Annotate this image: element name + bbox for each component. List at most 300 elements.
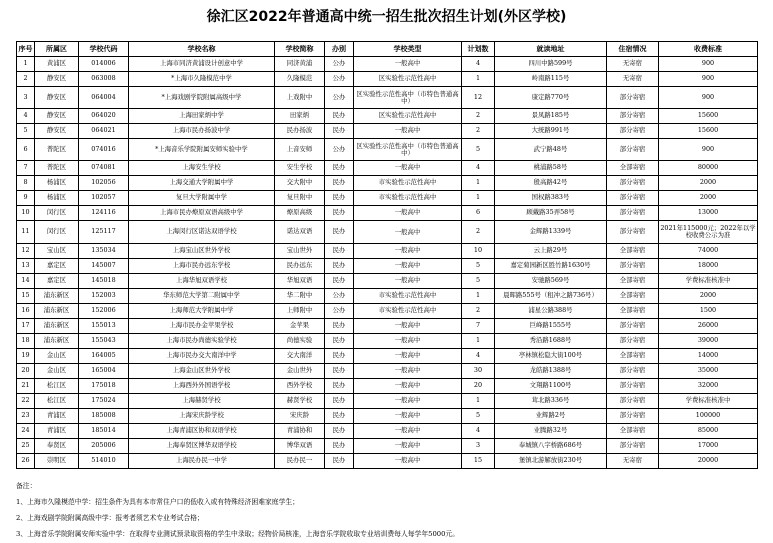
cell-school-code: 064020 [79,109,129,124]
cell-address: 安驰路569号 [495,274,607,289]
cell-school-type: 一般高中 [354,57,462,72]
cell-school-code: 074016 [79,139,129,161]
cell-index: 4 [17,109,35,124]
cell-school-code: 014006 [79,57,129,72]
cell-address: 国权路383号 [495,191,607,206]
cell-district: 杨浦区 [35,191,79,206]
cell-school-name: 上海师范大学附属中学 [129,304,275,319]
cell-fee: 35000 [659,364,758,379]
table-row [17,124,758,139]
cell-ownership: 公办 [325,72,354,87]
cell-district: 静安区 [35,124,79,139]
cell-address: 四川中路599号 [495,57,607,72]
cell-short-name: 金山世外 [275,364,325,379]
cell-school-name: 上海市民办金苹果学校 [129,319,275,334]
cell-fee: 900 [659,57,758,72]
cell-fee: 学费标准核准中 [659,394,758,409]
cell-fee: 900 [659,139,758,161]
cell-short-name: 尚德实验 [275,334,325,349]
cell-district: 浦东新区 [35,289,79,304]
cell-school-type: 市实验性示范性高中 [354,289,462,304]
header-boarding: 住宿情况 [607,42,659,57]
cell-index: 18 [17,334,35,349]
cell-index: 26 [17,454,35,469]
table-row [17,57,758,72]
cell-address: 浦星公路388号 [495,304,607,319]
cell-district: 金山区 [35,349,79,364]
cell-plan-count: 2 [462,124,495,139]
cell-fee: 39000 [659,334,758,349]
cell-school-code: 064021 [79,124,129,139]
cell-fee: 80000 [659,161,758,176]
header-index: 序号 [17,42,35,57]
cell-school-name: *上海音乐学院附属安师实验中学 [129,139,275,161]
cell-fee: 2000 [659,191,758,206]
cell-school-code: 102056 [79,176,129,191]
cell-address: 巨峰路1555号 [495,319,607,334]
cell-plan-count: 2 [462,304,495,319]
cell-district: 浦东新区 [35,319,79,334]
cell-short-name: 交大南洋 [275,349,325,364]
cell-short-name: 燎原高级 [275,206,325,221]
cell-school-type: 区实验性示范性高中 [354,109,462,124]
cell-fee: 2000 [659,176,758,191]
cell-district: 嘉定区 [35,259,79,274]
cell-school-name: 上海青浦区协和双语学校 [129,424,275,439]
cell-ownership: 公办 [325,57,354,72]
cell-district: 闵行区 [35,221,79,244]
notes-section [16,478,761,542]
cell-ownership: 民办 [325,244,354,259]
cell-district: 青浦区 [35,424,79,439]
table-row [17,176,758,191]
cell-short-name: 青浦协和 [275,424,325,439]
table-row [17,409,758,424]
cell-fee: 74000 [659,244,758,259]
cell-school-code: 155043 [79,334,129,349]
cell-index: 1 [17,57,35,72]
cell-plan-count: 10 [462,244,495,259]
cell-short-name: 上师附中 [275,304,325,319]
cell-boarding: 部分寄宿 [607,259,659,274]
note-item: 1、上海市久隆模范中学：招生条件为具有本市常住户口的低收入或有特殊经济困难家庭学生； [16,498,299,506]
cell-school-name: 上海闵行区诺达双语学校 [129,221,275,244]
cell-school-type: 一般高中 [354,334,462,349]
cell-district: 奉贤区 [35,439,79,454]
header-address: 就读地址 [495,42,607,57]
table-row [17,319,758,334]
cell-short-name: 华旭双语 [275,274,325,289]
cell-district: 宝山区 [35,244,79,259]
table-row [17,221,758,244]
cell-address: 康定路770号 [495,87,607,109]
cell-boarding: 全部寄宿 [607,274,659,289]
cell-index: 11 [17,221,35,244]
cell-plan-count: 1 [462,72,495,87]
cell-school-name: 上海华旭双语学校 [129,274,275,289]
cell-fee: 85000 [659,424,758,439]
table-row [17,244,758,259]
header-school-type: 学校类型 [354,42,462,57]
cell-school-code: 185008 [79,409,129,424]
header-short-name: 学校简称 [275,42,325,57]
table-row [17,349,758,364]
cell-plan-count: 5 [462,274,495,289]
cell-short-name: 交大附中 [275,176,325,191]
cell-school-type: 一般高中 [354,349,462,364]
cell-school-name: 上海金山区世外学校 [129,364,275,379]
cell-school-type: 市实验性示范性高中 [354,191,462,206]
cell-school-name: 上海市民办尚德实验学校 [129,334,275,349]
cell-index: 14 [17,274,35,289]
cell-district: 静安区 [35,109,79,124]
cell-ownership: 民办 [325,439,354,454]
cell-district: 松江区 [35,394,79,409]
cell-boarding: 部分寄宿 [607,379,659,394]
table-row [17,394,758,409]
table-header-row [17,42,758,57]
cell-fee: 18000 [659,259,758,274]
cell-school-type: 一般高中 [354,244,462,259]
cell-index: 15 [17,289,35,304]
cell-ownership: 民办 [325,334,354,349]
cell-plan-count: 5 [462,139,495,161]
cell-boarding: 部分寄宿 [607,109,659,124]
cell-boarding: 全部寄宿 [607,304,659,319]
cell-fee: 900 [659,87,758,109]
cell-boarding: 无寄宿 [607,72,659,87]
cell-short-name: 田家炳 [275,109,325,124]
cell-school-type: 一般高中 [354,161,462,176]
cell-boarding: 部分寄宿 [607,319,659,334]
cell-plan-count: 4 [462,57,495,72]
cell-plan-count: 3 [462,439,495,454]
cell-school-name: 上海民办民一中学 [129,454,275,469]
cell-ownership: 公办 [325,289,354,304]
cell-address: 金辉路1339号 [495,221,607,244]
cell-school-name: 上海宝山区世外学校 [129,244,275,259]
table-row [17,454,758,469]
cell-school-name: 上海市民办扬波中学 [129,124,275,139]
cell-ownership: 民办 [325,259,354,274]
cell-index: 25 [17,439,35,454]
cell-plan-count: 1 [462,176,495,191]
cell-district: 静安区 [35,87,79,109]
cell-school-name: 上海安生学校 [129,161,275,176]
cell-ownership: 民办 [325,206,354,221]
cell-plan-count: 7 [462,319,495,334]
cell-school-code: 074081 [79,161,129,176]
cell-plan-count: 5 [462,259,495,274]
cell-plan-count: 4 [462,161,495,176]
cell-short-name: 安生学校 [275,161,325,176]
table-row [17,72,758,87]
cell-district: 松江区 [35,379,79,394]
cell-ownership: 民办 [325,379,354,394]
cell-school-code: 514010 [79,454,129,469]
cell-school-code: 124116 [79,206,129,221]
cell-fee: 学费标准核准中 [659,274,758,289]
cell-ownership: 民办 [325,161,354,176]
cell-boarding: 部分寄宿 [607,206,659,221]
cell-address: 茸北路336号 [495,394,607,409]
cell-address: 堡镇北游解放街230号 [495,454,607,469]
cell-district: 崇明区 [35,454,79,469]
cell-fee: 14000 [659,349,758,364]
cell-ownership: 民办 [325,454,354,469]
cell-school-type: 一般高中 [354,319,462,334]
cell-school-name: 上海西外外国语学校 [129,379,275,394]
cell-address: 龙皓路1388号 [495,364,607,379]
cell-index: 16 [17,304,35,319]
cell-address: 武宁路48号 [495,139,607,161]
header-district: 所属区 [35,42,79,57]
note-item: 2、上海戏剧学院附属高级中学：报考者须艺术专业考试合格； [16,514,204,522]
cell-school-name: 上海奉贤区博华双语学校 [129,439,275,454]
cell-short-name: 宋庆龄 [275,409,325,424]
cell-short-name: 同济黄浦 [275,57,325,72]
table-row [17,334,758,349]
cell-school-name: 上海交通大学附属中学 [129,176,275,191]
cell-school-name: *上海市久隆模范中学 [129,72,275,87]
table-row [17,379,758,394]
header-plan-count: 计划数 [462,42,495,57]
cell-district: 浦东新区 [35,304,79,319]
cell-ownership: 公办 [325,139,354,161]
cell-plan-count: 4 [462,424,495,439]
cell-school-code: 165004 [79,364,129,379]
cell-plan-count: 30 [462,364,495,379]
header-school-name: 学校名称 [129,42,275,57]
cell-short-name: 民办民一 [275,454,325,469]
cell-fee: 2021年115000元；2022年以学校收费公示为准 [659,221,758,244]
cell-ownership: 民办 [325,191,354,206]
cell-boarding: 无寄宿 [607,57,659,72]
cell-school-type: 一般高中 [354,409,462,424]
cell-index: 22 [17,394,35,409]
cell-school-code: 152006 [79,304,129,319]
cell-ownership: 民办 [325,349,354,364]
cell-index: 17 [17,319,35,334]
cell-address: 嘉定菊园新区胜竹路1630号 [495,259,607,274]
cell-index: 3 [17,87,35,109]
table-row [17,274,758,289]
cell-district: 金山区 [35,364,79,379]
cell-ownership: 民办 [325,109,354,124]
cell-plan-count: 1 [462,191,495,206]
cell-school-name: 上海赫贤学校 [129,394,275,409]
cell-boarding: 无寄宿 [607,454,659,469]
cell-short-name: 博华双语 [275,439,325,454]
cell-school-code: 164005 [79,349,129,364]
table-row [17,364,758,379]
cell-fee: 26000 [659,319,758,334]
cell-school-type: 一般高中 [354,364,462,379]
cell-address: 殷高路42号 [495,176,607,191]
cell-school-code: 102057 [79,191,129,206]
table-row [17,161,758,176]
cell-boarding: 部分寄宿 [607,87,659,109]
cell-fee: 17000 [659,439,758,454]
cell-index: 23 [17,409,35,424]
cell-district: 普陀区 [35,139,79,161]
cell-address: 秀沿路1688号 [495,334,607,349]
cell-address: 业腾路32号 [495,424,607,439]
cell-district: 青浦区 [35,409,79,424]
cell-boarding: 部分寄宿 [607,124,659,139]
cell-ownership: 民办 [325,424,354,439]
cell-district: 黄浦区 [35,57,79,72]
cell-school-name: 上海市民办交大南洋中学 [129,349,275,364]
cell-school-code: 152003 [79,289,129,304]
cell-boarding: 全部寄宿 [607,244,659,259]
cell-school-type: 一般高中 [354,454,462,469]
cell-plan-count: 12 [462,87,495,109]
cell-school-type: 区实验性示范性高中（市特色普通高中） [354,139,462,161]
cell-school-name: 上海市民办燎原双语高级中学 [129,206,275,221]
cell-plan-count: 5 [462,409,495,424]
cell-boarding: 全部寄宿 [607,424,659,439]
cell-school-type: 一般高中 [354,424,462,439]
cell-school-name: *上海戏剧学院附属高级中学 [129,87,275,109]
cell-fee: 2000 [659,289,758,304]
cell-school-code: 063008 [79,72,129,87]
cell-boarding: 部分寄宿 [607,439,659,454]
cell-index: 8 [17,176,35,191]
document-title: 徐汇区2022年普通高中统一招生批次招生计划(外区学校) [206,9,567,25]
cell-fee: 15600 [659,109,758,124]
cell-ownership: 民办 [325,364,354,379]
cell-plan-count: 15 [462,454,495,469]
cell-school-type: 一般高中 [354,259,462,274]
cell-boarding: 部分寄宿 [607,364,659,379]
cell-fee: 20000 [659,454,758,469]
cell-school-name: 上海市同济黄浦设计创意中学 [129,57,275,72]
cell-district: 静安区 [35,72,79,87]
cell-index: 13 [17,259,35,274]
cell-index: 12 [17,244,35,259]
cell-plan-count: 1 [462,289,495,304]
cell-plan-count: 2 [462,221,495,244]
cell-school-code: 175024 [79,394,129,409]
cell-school-name: 华东师范大学第二附属中学 [129,289,275,304]
cell-plan-count: 4 [462,349,495,364]
header-fee: 收费标准 [659,42,758,57]
cell-fee: 32000 [659,379,758,394]
cell-school-name: 上海市民办远东学校 [129,259,275,274]
cell-short-name: 复旦附中 [275,191,325,206]
header-ownership: 办别 [325,42,354,57]
cell-school-type: 一般高中 [354,124,462,139]
cell-short-name: 上音安师 [275,139,325,161]
cell-index: 2 [17,72,35,87]
cell-index: 24 [17,424,35,439]
note-item: 3、上海音乐学院附属安师实验中学：在取得专业测试预录取资格的学生中录取；经物价局核准，上海音乐学院收取专业培训费每人每学年5000元。 [16,530,460,538]
table-row [17,191,758,206]
cell-ownership: 民办 [325,409,354,424]
table-row [17,87,758,109]
cell-short-name: 民办扬波 [275,124,325,139]
cell-address: 业辉路2号 [495,409,607,424]
cell-plan-count: 1 [462,334,495,349]
cell-ownership: 民办 [325,319,354,334]
table-body [17,57,758,469]
cell-school-type: 市实验性示范性高中 [354,176,462,191]
cell-boarding: 部分寄宿 [607,409,659,424]
cell-district: 普陀区 [35,161,79,176]
cell-ownership: 民办 [325,274,354,289]
cell-boarding: 部分寄宿 [607,176,659,191]
cell-boarding: 部分寄宿 [607,334,659,349]
table-row [17,139,758,161]
table-row [17,109,758,124]
cell-school-name: 上海田家炳中学 [129,109,275,124]
cell-boarding: 全部寄宿 [607,289,659,304]
cell-short-name: 诺达双语 [275,221,325,244]
cell-school-code: 064004 [79,87,129,109]
cell-school-code: 145007 [79,259,129,274]
cell-boarding: 全部寄宿 [607,349,659,364]
cell-school-code: 145018 [79,274,129,289]
cell-address: 岭南路115号 [495,72,607,87]
cell-ownership: 公办 [325,87,354,109]
cell-school-name: 复旦大学附属中学 [129,191,275,206]
cell-school-type: 一般高中 [354,379,462,394]
cell-ownership: 民办 [325,176,354,191]
cell-short-name: 久隆模范 [275,72,325,87]
cell-ownership: 民办 [325,221,354,244]
cell-school-type: 一般高中 [354,206,462,221]
cell-index: 5 [17,124,35,139]
cell-fee: 15600 [659,124,758,139]
cell-ownership: 民办 [325,394,354,409]
cell-address: 景凤路185号 [495,109,607,124]
cell-school-type: 区实验性示范性高中（市特色普通高中） [354,87,462,109]
cell-plan-count: 2 [462,109,495,124]
table-row [17,424,758,439]
cell-district: 嘉定区 [35,274,79,289]
cell-district: 闵行区 [35,206,79,221]
cell-address: 云上路29号 [495,244,607,259]
cell-index: 10 [17,206,35,221]
table-row [17,289,758,304]
table-row [17,304,758,319]
cell-address: 大统路991号 [495,124,607,139]
cell-index: 20 [17,364,35,379]
cell-school-type: 一般高中 [354,439,462,454]
cell-index: 7 [17,161,35,176]
cell-school-type: 区实验性示范性高中 [354,72,462,87]
cell-school-type: 市实验性示范性高中 [354,304,462,319]
cell-ownership: 公办 [325,304,354,319]
cell-fee: 900 [659,72,758,87]
cell-school-code: 125117 [79,221,129,244]
cell-boarding: 部分寄宿 [607,221,659,244]
cell-ownership: 民办 [325,124,354,139]
cell-address: 亭林镇松隐大街100号 [495,349,607,364]
cell-address: 顾戴路35弄58号 [495,206,607,221]
cell-school-code: 155013 [79,319,129,334]
cell-school-name: 上海宋庆龄学校 [129,409,275,424]
cell-boarding: 部分寄宿 [607,191,659,206]
cell-plan-count: 20 [462,379,495,394]
cell-district: 浦东新区 [35,334,79,349]
cell-boarding: 部分寄宿 [607,394,659,409]
admission-plan-table [16,41,758,469]
cell-school-code: 135034 [79,244,129,259]
cell-school-code: 175018 [79,379,129,394]
cell-address: 文翔路1100号 [495,379,607,394]
